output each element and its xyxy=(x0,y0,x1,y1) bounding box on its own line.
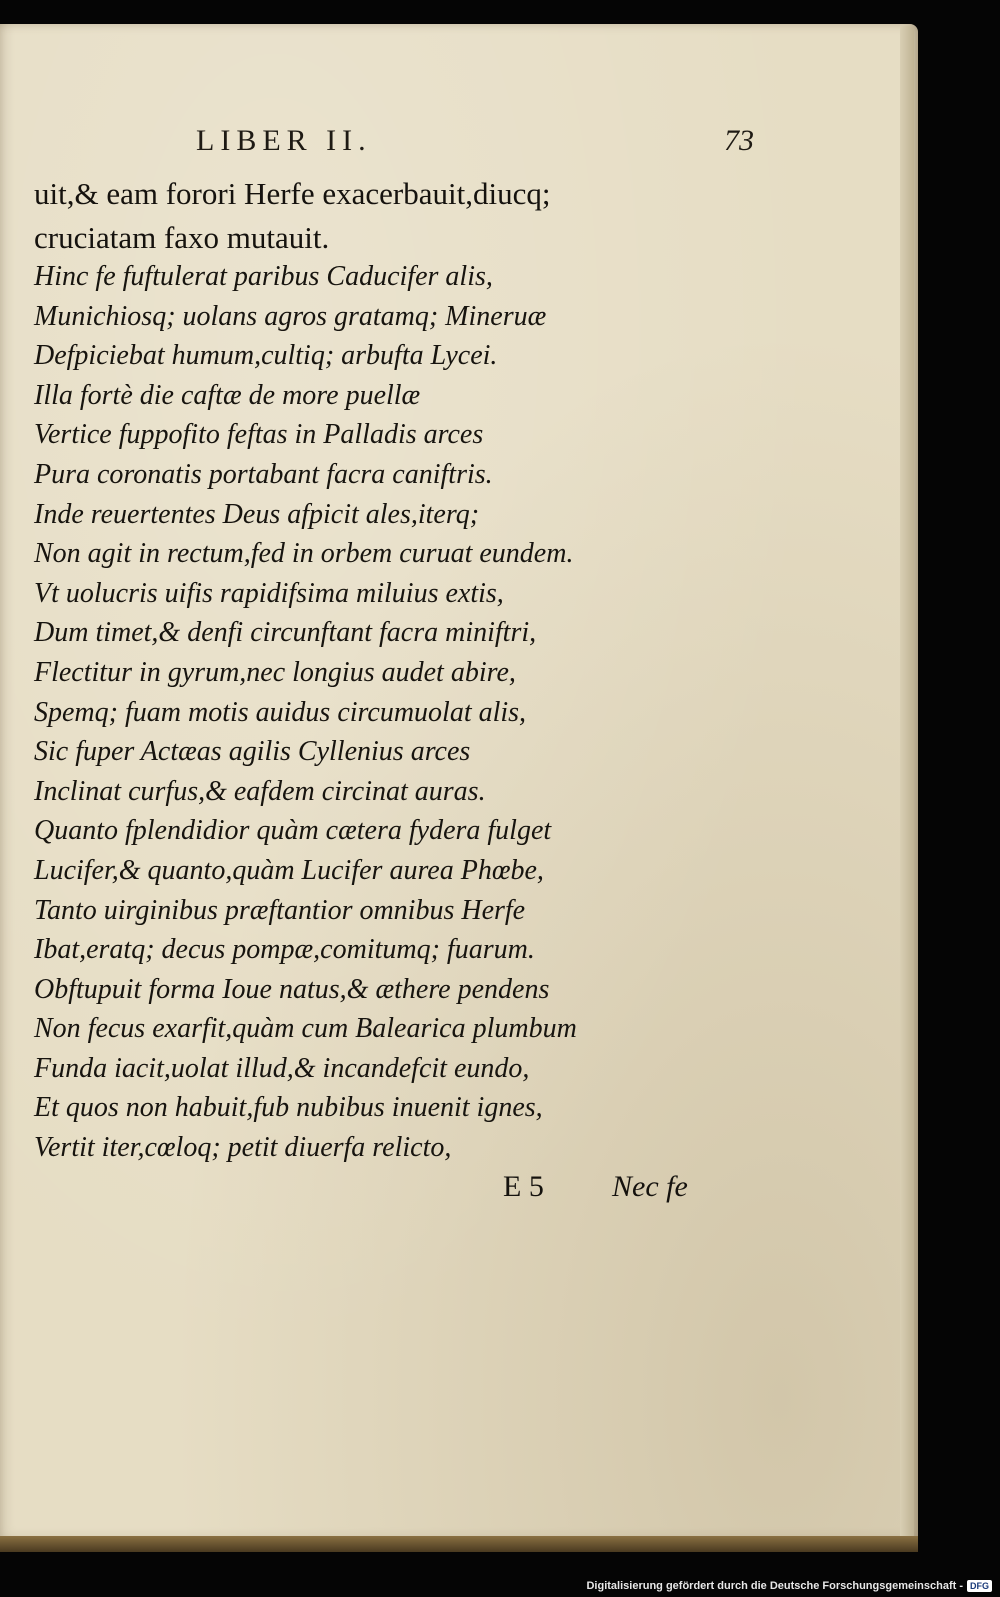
verse-line: Lucifer,& quanto,quàm Lucifer aurea Phœbe, xyxy=(34,854,544,886)
prose-line: uit,& eam forori Herfe exacerbauit,diucq; xyxy=(34,176,551,211)
verse-line: Vertice fuppofito feftas in Palladis arces xyxy=(34,419,484,451)
verse-line: Munichiosq; uolans agros gratamq; Mineruæ xyxy=(34,300,547,332)
verse-line: Quanto fplendidior quàm cætera fydera fulget xyxy=(34,815,552,847)
verse-line: Non agit in rectum,fed in orbem curuat eundem. xyxy=(34,538,574,570)
dfg-logo: DFG xyxy=(967,1580,992,1592)
verse-line: Non fecus exarfit,quàm cum Balearica plumbum xyxy=(34,1013,577,1045)
verse-line: Flectitur in gyrum,nec longius audet abire, xyxy=(34,656,516,688)
credit-text: Digitalisierung gefördert durch die Deutsche Forschungsgemeinschaft - xyxy=(586,1580,963,1592)
verse-line: Pura coronatis portabant facra caniftris. xyxy=(34,458,493,490)
verse-line: Inde reuertentes Deus afpicit ales,iterq; xyxy=(34,498,480,530)
verse-line: Obftupuit forma Ioue natus,& æthere pendens xyxy=(34,973,550,1005)
verse-line: Vt uolucris uifis rapidifsima miluius extis, xyxy=(34,577,504,609)
verse-line: Illa fortè die caftæ de more puellæ xyxy=(34,379,421,411)
verse-line: Tanto uirginibus præftantior omnibus Herfe xyxy=(34,894,526,926)
verse-line: Spemq; fuam motis auidus circumuolat alis, xyxy=(34,696,527,728)
verse-line: Vertit iter,cœloq; petit diuerfa relicto, xyxy=(34,1132,452,1164)
prose-block xyxy=(34,172,714,260)
verse-line: Sic fuper Actæas agilis Cyllenius arces xyxy=(34,736,471,768)
signature-mark: E 5 xyxy=(503,1170,544,1203)
verse-line: Dum timet,& denfi circunftant facra miniftri, xyxy=(34,617,537,649)
catchword: Nec fe xyxy=(612,1170,688,1203)
verse-block xyxy=(34,257,714,1168)
page-bottom-edge xyxy=(0,1536,918,1552)
page-number: 73 xyxy=(724,124,754,157)
verse-line: Et quos non habuit,fub nubibus inuenit ignes, xyxy=(34,1092,543,1124)
verse-line: Defpiciebat humum,cultiq; arbufta Lycei. xyxy=(34,340,498,372)
verse-line: Hinc fe fuftulerat paribus Caducifer alis, xyxy=(34,261,493,292)
page-edge xyxy=(900,26,914,1550)
verse-line: Ibat,eratq; decus pompæ,comitumq; fuarum. xyxy=(34,934,535,966)
verse-line: Inclinat curfus,& eafdem circinat auras. xyxy=(34,775,486,807)
digitization-credit xyxy=(586,1577,992,1595)
running-head-title: LIBER II. xyxy=(196,124,372,157)
verse-line: Funda iacit,uolat illud,& incandefcit eundo, xyxy=(34,1052,530,1084)
prose-line: cruciatam faxo mutauit. xyxy=(34,220,330,255)
